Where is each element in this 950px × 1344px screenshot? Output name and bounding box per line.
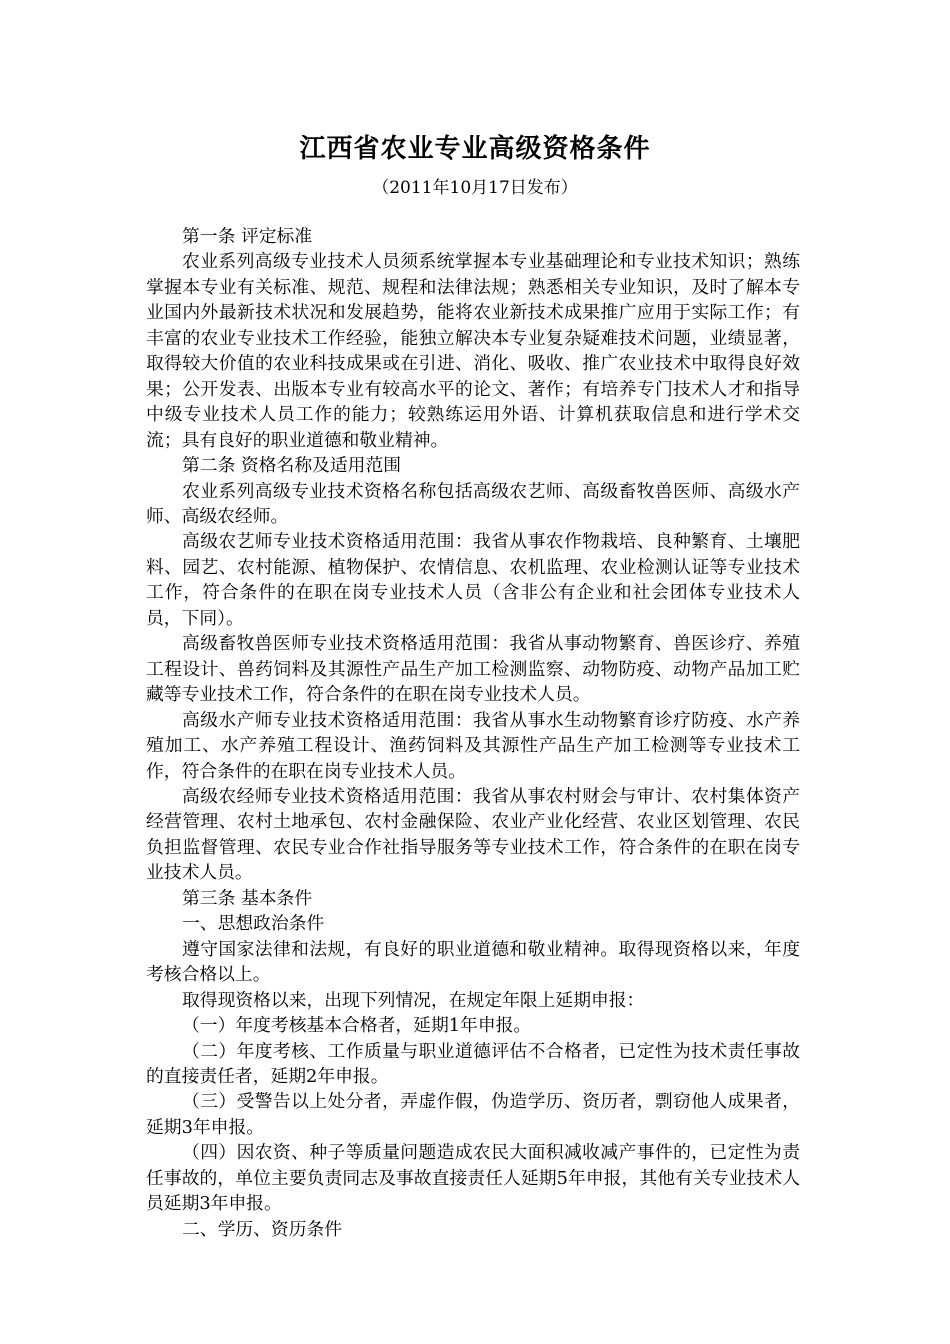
list-item: （三）受警告以上处分者，弄虚作假，伪造学历、资历者，剽窃他人成果者，延期3年申报。 xyxy=(146,1091,800,1138)
paragraph: 遵守国家法律和法规，有良好的职业道德和敬业精神。取得现资格以来，年度考核合格以上。 xyxy=(146,938,800,986)
paragraph: 高级水产师专业技术资格适用范围：我省从事水生动物繁育诊疗防疫、水产养殖加工、水产养殖工程设计、渔药饲料及其源性产品生产加工检测等专业技术工作，符合条件的在职在岗专业技术人员。 xyxy=(146,709,800,782)
document-title: 江西省农业专业高级资格条件 xyxy=(299,134,651,164)
paragraph: 高级农艺师专业技术资格适用范围：我省从事农作物栽培、良种繁育、土壤肥料、园艺、农村能源、植物保护、农情信息、农机监理、农业检测认证等专业技术工作，符合条件的在职在岗专业技术人员（含非公有企业和社会团体专业技术人员，下同）。 xyxy=(146,531,800,629)
list-item: （一）年度考核基本合格者，延期1年申报。 xyxy=(182,1015,532,1037)
section-heading: 一、思想政治条件 xyxy=(182,913,325,935)
list-item: （二）年度考核、工作质量与职业道德评估不合格者，已定性为技术责任事故的直接责任者，延期2年申报。 xyxy=(146,1040,800,1087)
paragraph: 高级畜牧兽医师专业技术资格适用范围：我省从事动物繁育、兽医诊疗、养殖工程设计、兽药饲料及其源性产品生产加工检测监察、动物防疫、动物产品加工贮藏等专业技术工作，符合条件的在职在岗专业技术人员。 xyxy=(146,633,800,706)
article-heading: 第二条 资格名称及适用范围 xyxy=(182,455,402,477)
paragraph: 农业系列高级专业技术人员须系统掌握本专业基础理论和专业技术知识；熟练掌握本专业有关标准、规范、规程和法律法规；熟悉相关专业知识，及时了解本专业国内外最新技术状况和发展趋势，能将农业新技术成果推广应用于实际工作；有丰富的农业专业技术工作经验，能独立解决本专业复杂疑难技术问题，业绩显著，取得较大价值的农业科技成果或在引进、消化、吸收、推广农业技术中取得良好效果；公开发表、出版本专业有较高水平的论文、著作；有培养专门技术人才和指导中级专业技术人员工作的能力；较熟练运用外语、计算机获取信息和进行学术交流；具有良好的职业道德和敬业精神。 xyxy=(146,251,800,451)
list-item: （四）因农资、种子等质量问题造成农民大面积减收减产事件的，已定性为责任事故的，单位主要负责同志及事故直接责任人延期5年申报，其他有关专业技术人员延期3年申报。 xyxy=(146,1142,800,1215)
publish-date: （2011年10月17日发布） xyxy=(372,178,578,198)
document-body xyxy=(146,224,800,1242)
article-heading: 第三条 基本条件 xyxy=(182,887,313,909)
section-heading: 二、学历、资历条件 xyxy=(182,1218,343,1240)
paragraph: 高级农经师专业技术资格适用范围：我省从事农村财会与审计、农村集体资产经营管理、农村土地承包、农村金融保险、农业产业化经营、农业区划管理、农民负担监督管理、农民专业合作社指导服务等专业技术工作，符合条件的在职在岗专业技术人员。 xyxy=(146,785,800,884)
article-heading: 第一条 评定标准 xyxy=(182,226,313,247)
paragraph: 农业系列高级专业技术资格名称包括高级农艺师、高级畜牧兽医师、高级水产师、高级农经师。 xyxy=(146,480,800,527)
paragraph: 取得现资格以来，出现下列情况，在规定年限上延期申报： xyxy=(182,989,645,1011)
